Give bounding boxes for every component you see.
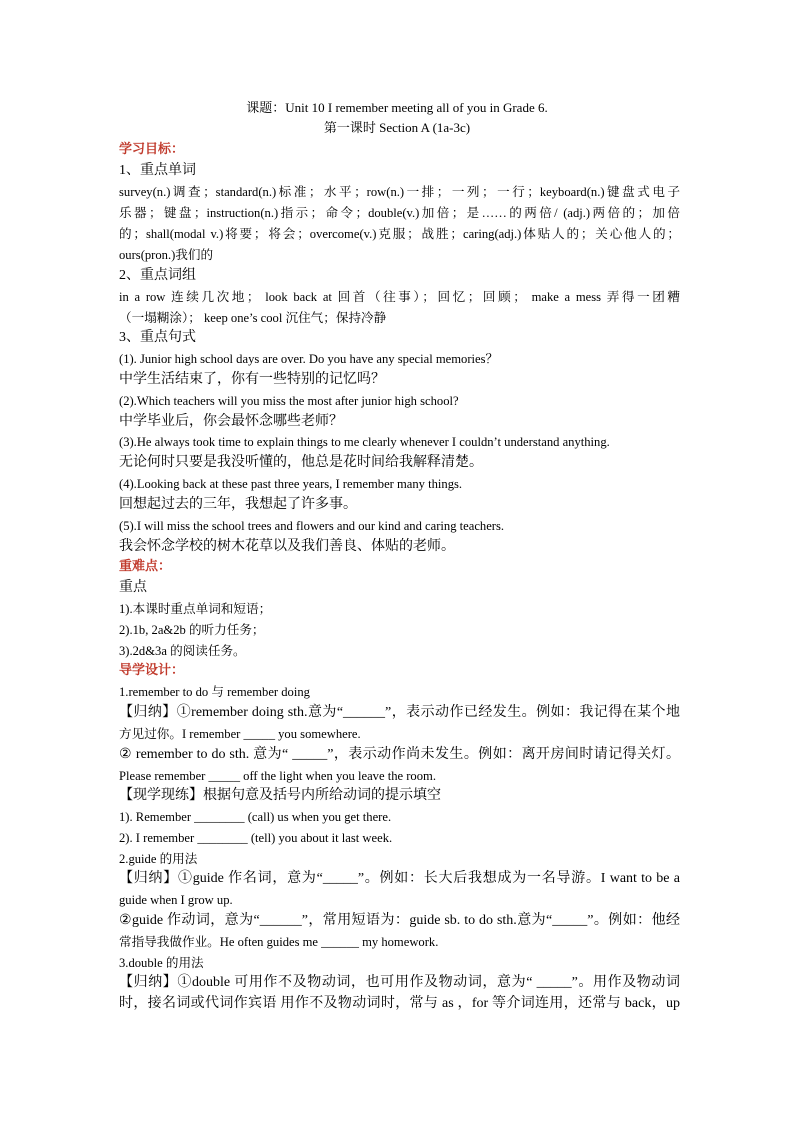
design-line: 2). I remember ________ (tell) you about it last week. (119, 831, 393, 845)
design-line: 【归纳】①remember doing sth.意为“______”，表示动作已经发生。例如：我记得在某个地 (119, 705, 680, 720)
design-line: Please remember _____ off the light when you leave the room. (119, 769, 436, 783)
design-line: 3.double 的用法 (119, 956, 204, 970)
lesson-subtitle: 第一课时 Section A (1a-3c) (323, 120, 471, 135)
section-heading-goals: 学习目标： (119, 142, 185, 157)
design-line: 方见过你。I remember _____ you somewhere. (119, 727, 361, 741)
design-line: 时，接名词或代词作宾语 用作不及物动词时，常与 as ，for 等介词连用，还常与 back，up (119, 996, 680, 1011)
subsection-title-words: 1、重点单词 (119, 163, 196, 178)
design-line: ②guide 作动词，意为“______”，常用短语为：guide sb. to do sth.意为“_____”。例如：他经 (119, 913, 680, 928)
sentence-line: 无论何时只要是我没听懂的，他总是花时间给我解释清楚。 (119, 455, 483, 470)
sentence-line: 中学毕业后，你会最怀念哪些老师？ (119, 414, 343, 429)
section-heading-keypoints: 重难点： (119, 559, 172, 574)
sentence-line: 回想起过去的三年，我想起了许多事。 (119, 497, 357, 512)
sentence-line: (3).He always took time to explain things to me clearly whenever I couldn’t understand anything. (119, 435, 610, 449)
words-line: ours(pron.)我们的 (119, 248, 214, 262)
sentence-line: (4).Looking back at these past three years, I remember many things. (119, 477, 463, 491)
design-line: 1). Remember ________ (call) us when you get there. (119, 810, 392, 824)
keypoint-line: 3).2d&3a 的阅读任务。 (119, 644, 246, 658)
words-line: survey(n.)调查；standard(n.)标准；水平；row(n.)一排；一列；一行；keyboard(n.)键盘式电子 (119, 185, 680, 199)
sentence-line: (2).Which teachers will you miss the most after junior high school? (119, 394, 459, 408)
sentence-line: (5).I will miss the school trees and flowers and our kind and caring teachers. (119, 519, 505, 533)
lesson-title: 课题：Unit 10 I remember meeting all of you in Grade 6. (246, 100, 548, 115)
sentence-line: 我会怀念学校的树木花草以及我们善良、体贴的老师。 (119, 539, 455, 554)
design-line: ② remember to do sth. 意为“ _____”，表示动作尚未发生。例如：离开房间时请记得关灯。 (119, 747, 680, 762)
design-line: 2.guide 的用法 (119, 852, 198, 866)
design-line: 【归纳】①guide 作名词，意为“_____”。例如：长大后我想成为一名导游。I want to be a (119, 871, 680, 886)
keypoint-line: 1).本课时重点单词和短语； (119, 602, 272, 616)
words-line: 的；shall(modal v.)将要；将会；overcome(v.)克服；战胜；caring(adj.)体贴人的；关心他人的； (119, 227, 680, 241)
design-line: guide when I grow up. (119, 893, 233, 907)
phrases-line: in a row 连续几次地； look back at 回首（往事）；回忆；回顾； make a mess 弄得一团糟 (119, 290, 680, 304)
words-line: 乐器；键盘；instruction(n.)指示；命令；double(v.)加倍；是……的两倍/ (adj.)两倍的；加倍 (119, 206, 680, 220)
sentence-line: (1). Junior high school days are over. Do you have any special memories？ (119, 352, 499, 366)
keypoint-line: 2).1b, 2a&2b 的听力任务； (119, 623, 265, 637)
subsection-title-sentences: 3、重点句式 (119, 330, 196, 345)
sentence-line: 中学生活结束了，你有一些特别的记忆吗？ (119, 372, 385, 387)
design-line: 1.remember to do 与 remember doing (119, 685, 310, 699)
subsection-title-phrases: 2、重点词组 (119, 268, 196, 283)
phrases-line: （一塌糊涂）； keep one’s cool 沉住气；保持冷静 (119, 311, 387, 325)
design-line: 【归纳】①double 可用作不及物动词，也可用作及物动词，意为“ _____”。用作及物动词 (119, 975, 680, 990)
design-line: 常指导我做作业。He often guides me ______ my homework. (119, 935, 439, 949)
section-heading-design: 导学设计： (119, 663, 185, 678)
keypoint-line: 重点 (119, 580, 147, 595)
design-line: 【现学现练】根据句意及括号内所给动词的提示填空 (119, 788, 441, 803)
